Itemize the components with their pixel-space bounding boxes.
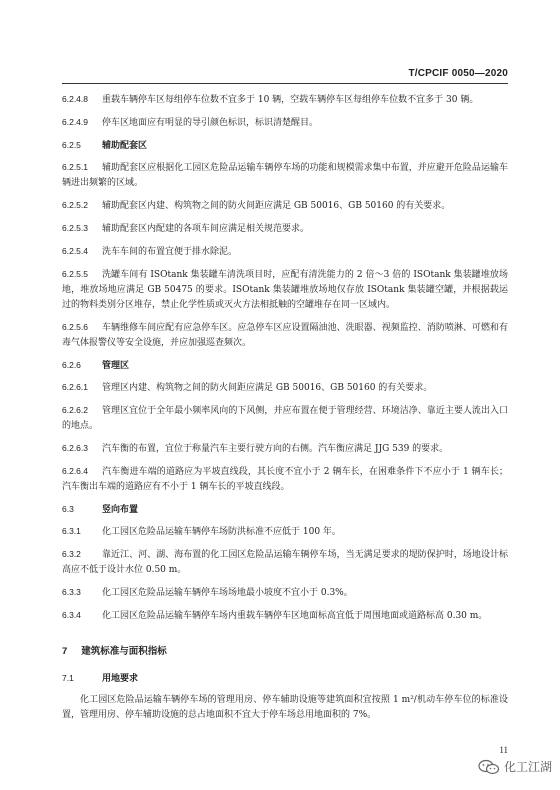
clause-6-2-5-5	[62, 267, 508, 313]
heading-title: 管理区	[102, 360, 130, 370]
clause-number: 6.2.6.4	[62, 466, 88, 476]
clause-number: 6.2.5.4	[62, 246, 88, 256]
section-number: 7.1	[62, 673, 74, 683]
clause-6-2-5-4	[62, 244, 508, 260]
clause-6-2-6-3	[62, 441, 508, 457]
heading-title: 辅助配套区	[102, 140, 148, 150]
clause-6-3-4	[62, 608, 508, 624]
clause-number: 6.3.4	[62, 610, 81, 620]
clause-6-2-6-1	[62, 380, 508, 396]
watermark	[478, 758, 552, 775]
clause-text: 管理区内建、构筑物之间的防火间距应满足 GB 50016、GB 50160 的有关要求。	[102, 383, 433, 393]
heading-number: 6.3	[62, 504, 74, 514]
clause-6-3-2	[62, 547, 508, 578]
clause-number: 6.2.6.3	[62, 443, 88, 453]
page-number: 11	[499, 745, 508, 755]
wechat-icon	[478, 759, 500, 775]
heading-number: 6.2.6	[62, 360, 81, 370]
clause-text: 重载车辆停车区每组停车位数不宜多于 10 辆，空载车辆停车区每组停车位数不宜多于 30 辆。	[102, 95, 479, 105]
clause-text: 汽车衡的布置，宜位于称量汽车主要行驶方向的右侧。汽车衡应满足 JJG 539 的要求。	[102, 444, 449, 454]
clause-6-2-5-1	[62, 160, 508, 191]
clause-text: 靠近江、河、湖、海布置的化工园区危险品运输车辆停车场，当无满足要求的堤防保护时，场地设计标高应不低于设计水位 0.50 m。	[62, 550, 508, 575]
clause-text: 车辆维修车间应配有应急停车区。应急停车区应设置隔油池、洗眼器、视频监控、消防喷淋、可燃和有毒气体报警仪等安全设施，并应加强巡查频次。	[62, 323, 508, 348]
standard-code: T/CPCIF 0050—2020	[408, 68, 508, 79]
clause-text: 化工园区危险品运输车辆停车场内重载车辆停车区地面标高宜低于周围地面或道路标高 0.30 m。	[102, 611, 488, 621]
header-rule	[62, 83, 508, 84]
heading-number: 6.2.5	[62, 140, 81, 150]
clause-6-2-5-3	[62, 221, 508, 237]
section-title: 用地要求	[102, 673, 139, 683]
heading-6-2-5	[62, 138, 508, 153]
clause-6-3-1	[62, 524, 508, 540]
clause-text: 辅助配套区内建、构筑物之间的防火间距应满足 GB 50016、GB 50160 的有关要求。	[102, 201, 451, 211]
clause-text: 停车区地面应有明显的导引颜色标识，标识清楚醒目。	[102, 118, 319, 128]
body-paragraph: 化工园区危险品运输车辆停车场的管理用房、停车辅助设施等建筑面积宜按照 1 m²/机动车停车位的标准设置，管理用房、停车辅助设施的总占地面积不宜大于停车场总用地面积的 7%。	[62, 695, 508, 720]
clause-number: 6.2.5.1	[62, 162, 88, 172]
clause-number: 6.2.5.6	[62, 322, 88, 332]
watermark-text: 化工江湖	[503, 760, 552, 774]
clause-text: 辅助配套区应根据化工园区危险品运输车辆停车场的功能和规模需求集中布置，并应避开危险品运输车辆进出频繁的区域。	[62, 163, 508, 188]
clause-6-2-6-2	[62, 403, 508, 434]
clause-number: 6.3.1	[62, 526, 81, 536]
clause-text: 化工园区危险品运输车辆停车场防洪标准不应低于 100 年。	[102, 527, 341, 537]
clause-text: 洗车车间的布置宜便于排水除泥。	[102, 247, 238, 257]
clause-6-3-3	[62, 585, 508, 601]
clause-number: 6.3.2	[62, 549, 81, 559]
clause-6-2-5-2	[62, 198, 508, 214]
chapter-title: 建筑标准与面积指标	[81, 646, 167, 657]
section-heading	[62, 671, 508, 686]
clause-text: 汽车衡进车端的道路应为平坡直线段，其长度不宜小于 2 辆车长，在困难条件下不应小于 1 辆车长；汽车衡出车端的道路应有不小于 1 辆车长的平坡直线段。	[62, 467, 508, 492]
clause-number: 6.2.5.2	[62, 200, 88, 210]
clause-text: 辅助配套区内配建的各项车间应满足相关规范要求。	[102, 224, 310, 234]
document-body	[62, 92, 508, 730]
clause-number: 6.2.4.8	[62, 94, 88, 104]
clause-6-2-6-4	[62, 464, 508, 495]
heading-6-3	[62, 502, 508, 517]
clause-text: 管理区宜位于全年最小频率风向的下风侧，并应布置在便于管理经营、环境洁净、靠近主要人流出入口的地点。	[62, 406, 508, 431]
clause-number: 6.3.3	[62, 587, 81, 597]
clause-6-2-4-9	[62, 115, 508, 131]
heading-6-2-6	[62, 358, 508, 373]
clause-6-2-5-6	[62, 320, 508, 351]
chapter-number: 7	[62, 646, 68, 657]
chapter-heading	[62, 644, 508, 659]
clause-number: 6.2.6.2	[62, 405, 88, 415]
clause-text: 洗罐车间有 ISOtank 集装罐车清洗项目时，应配有清洗能力的 2 倍～3 倍的 ISOtank 集装罐堆放场地，堆放场地应满足 GB 50475 的要求。ISOtank 集装罐堆放场地仅存放 ISOtank 集装罐空罐，并根据载运过的物料类别分区堆存，禁止化学性质或灭火方法相抵触的空罐堆存在同一区域内。	[62, 270, 508, 310]
clause-text: 化工园区危险品运输车辆停车场场地最小坡度不宜小于 0.3%。	[102, 588, 353, 598]
clause-number: 6.2.6.1	[62, 382, 88, 392]
clause-number: 6.2.5.5	[62, 269, 88, 279]
clause-6-2-4-8	[62, 92, 508, 108]
clause-number: 6.2.4.9	[62, 117, 88, 127]
clause-number: 6.2.5.3	[62, 223, 88, 233]
heading-title: 竖向布置	[102, 504, 139, 514]
